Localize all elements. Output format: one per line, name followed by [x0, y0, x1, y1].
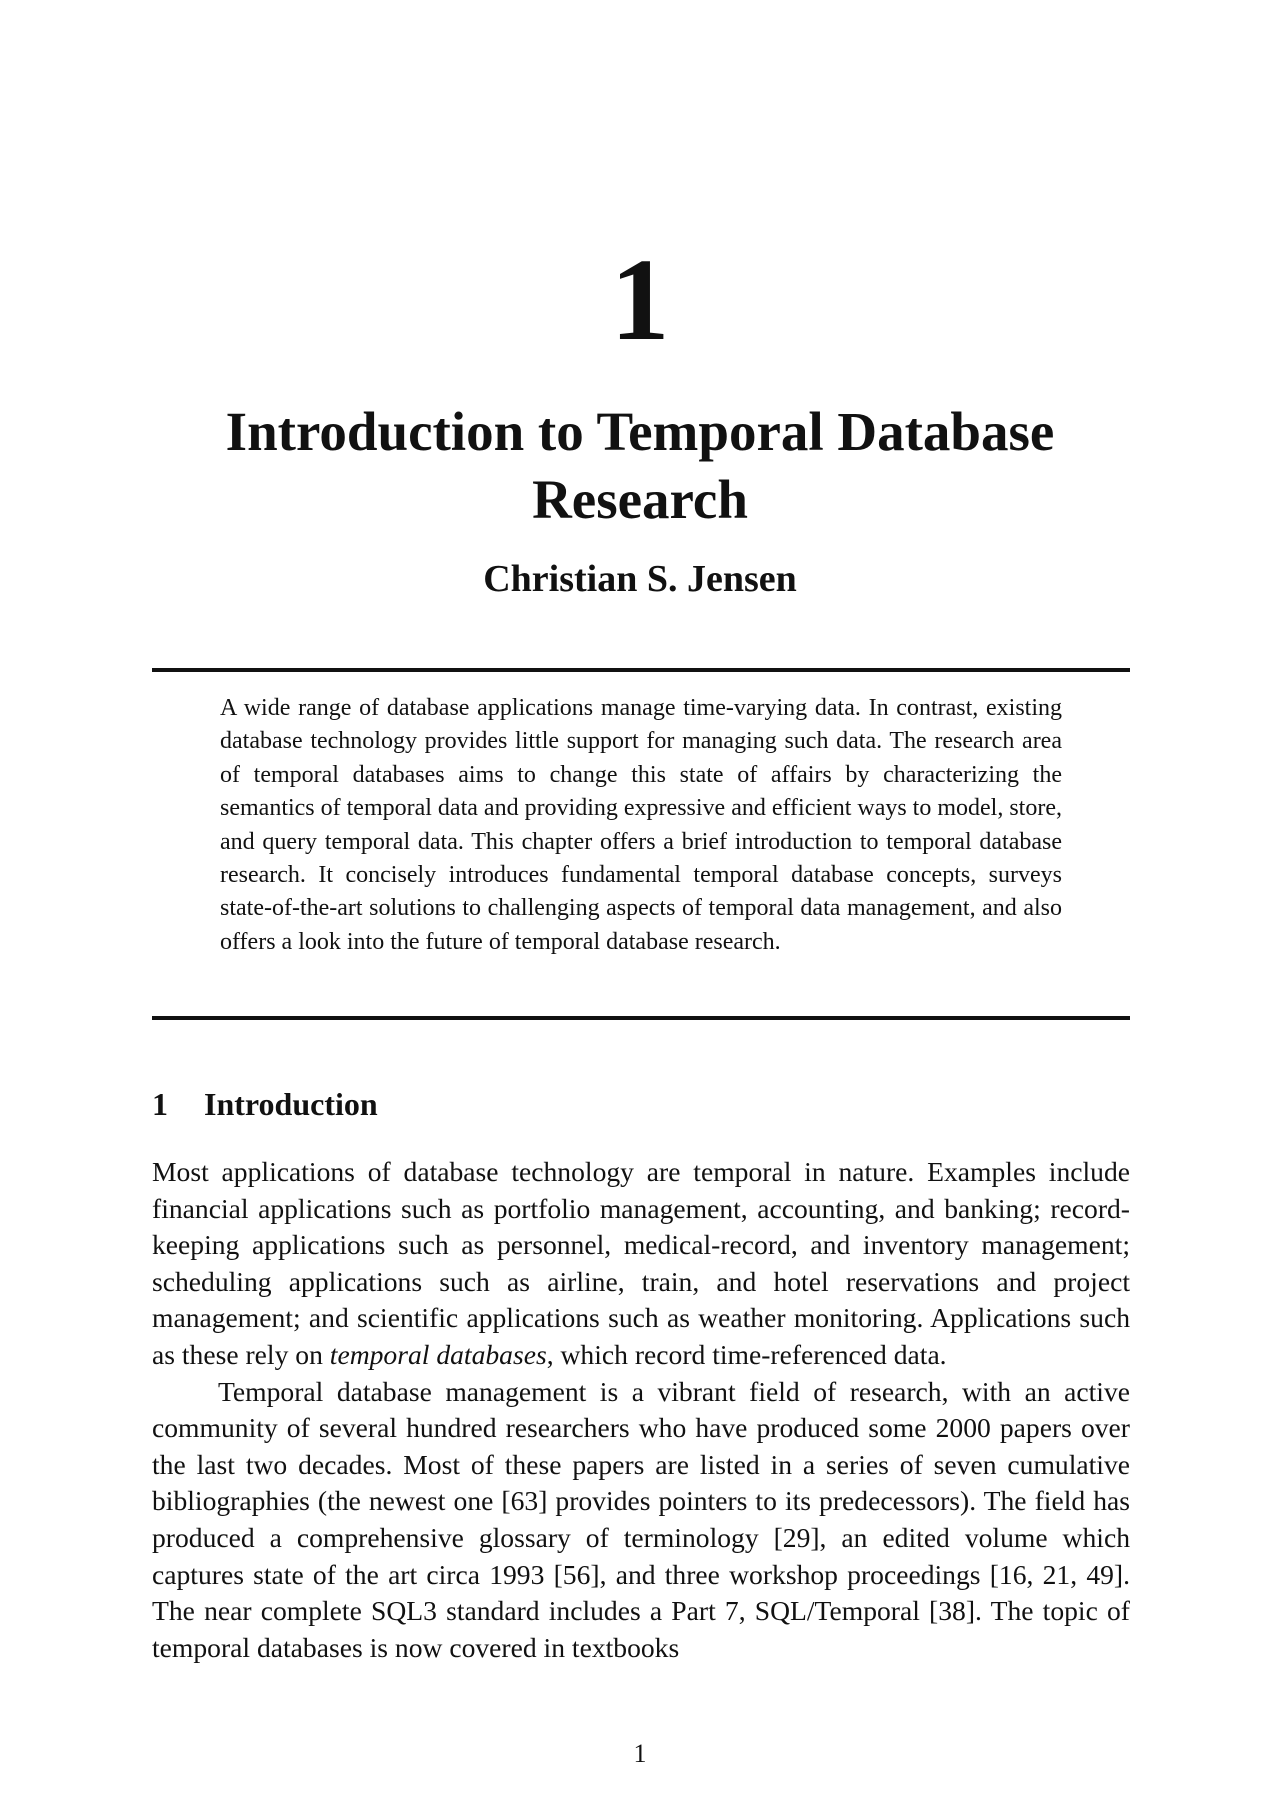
section-heading: [152, 1084, 378, 1124]
paragraph-1-end: , which record time-referenced data.: [546, 1338, 947, 1370]
author-name: Christian S. Jensen: [483, 558, 797, 600]
abstract-top-rule: [152, 668, 1130, 672]
abstract-text: A wide range of database applications manage time-varying data. In contrast, existing database technology provides little support for managing such data. The research area of temporal databases aims to change this state of affairs by characterizing the semantics of temporal data and providing expressive and efficient ways to model, store, and query temporal data. This chapter offers a brief introduction to temporal database research. It concisely introduces fundamental temporal database concepts, surveys state-of-the-art solutions to challenging aspects of temporal data management, and also offers a look into the future of temporal database research.: [220, 695, 1062, 955]
section-number: 1: [152, 1086, 168, 1122]
chapter-number: 1: [610, 234, 670, 365]
page-number: 1: [633, 1739, 647, 1768]
body-text: [152, 1154, 1130, 1666]
paragraph-1-start: Most applications of database technology are temporal in nature. Examples include financial applications such as portfolio management, accounting, and banking; record-keeping applications such as personnel, medical-record, and inventory management; scheduling applications such as airline, train, and hotel reservations and project management; and scientific applications such as weather monitoring. Applications such as these rely on: [152, 1156, 1130, 1370]
abstract-bottom-rule: [152, 1016, 1130, 1020]
section-title: Introduction: [204, 1086, 378, 1122]
paragraph-1: [152, 1154, 1130, 1374]
chapter-title: Introduction to Temporal Database Research: [225, 401, 1055, 530]
paragraph-2: Temporal database management is a vibrant field of research, with an active community of several hundred researchers who have produced some 2000 papers over the last two decades. Most of these papers are listed in a series of seven cumulative bibliographies (the newest one [63] provides pointers to its predecessors). The field has produced a comprehensive glossary of terminology [29], an edited volume which captures state of the art circa 1993 [56], and three workshop proceedings [16, 21, 49]. The near complete SQL3 standard includes a Part 7, SQL/Temporal [38]. The topic of temporal databases is now covered in textbooks: [152, 1375, 1130, 1663]
paragraph-1-emphasis: temporal databases: [329, 1338, 547, 1370]
